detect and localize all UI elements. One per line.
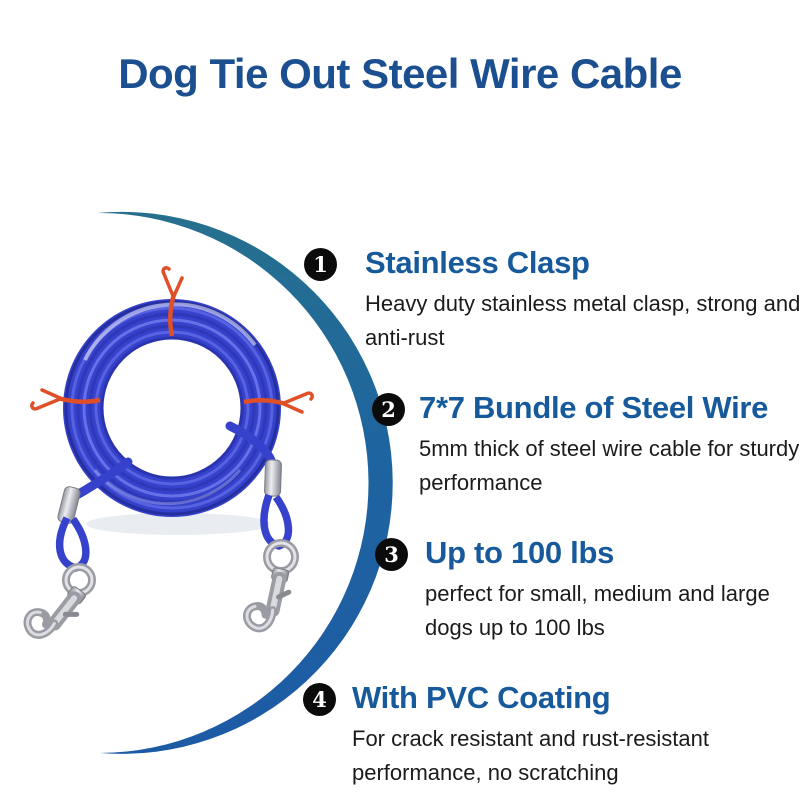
feature-number-badge: 2 — [372, 393, 405, 426]
feature-heading: 7*7 Bundle of Steel Wire — [419, 390, 769, 425]
feature-text — [425, 535, 770, 645]
feature-description-line: anti-rust — [365, 325, 445, 350]
ferrule-right — [264, 460, 281, 497]
feature-steel-wire-bundle — [372, 390, 799, 500]
cable-loop-left — [60, 518, 86, 568]
product-photo — [22, 268, 312, 648]
feature-text — [419, 390, 799, 500]
feature-heading: Up to 100 lbs — [425, 535, 615, 570]
feature-weight-capacity — [375, 535, 770, 645]
feature-number-badge: 3 — [375, 538, 408, 571]
feature-description-line: performance — [419, 470, 543, 495]
feature-stainless-clasp — [304, 245, 800, 355]
feature-pvc-coating — [303, 680, 709, 790]
feature-heading: Stainless Clasp — [365, 245, 590, 280]
feature-text — [352, 680, 709, 790]
feature-number-badge: 1 — [304, 248, 337, 281]
feature-text — [365, 245, 800, 355]
page-title: Dog Tie Out Steel Wire Cable — [118, 50, 682, 97]
feature-description-line: dogs up to 100 lbs — [425, 615, 605, 640]
ferrule-left — [57, 486, 81, 525]
feature-description-line: For crack resistant and rust-resistant — [352, 726, 710, 751]
feature-description-line: 5mm thick of steel wire cable for sturdy — [419, 436, 800, 461]
feature-description-line: Heavy duty stainless metal clasp, strong and — [365, 291, 800, 316]
feature-number-badge: 4 — [303, 683, 336, 716]
feature-heading: With PVC Coating — [352, 680, 611, 715]
feature-description-line: performance, no scratching — [352, 760, 619, 785]
cable-loop-right — [264, 495, 288, 546]
feature-description-line: perfect for small, medium and large — [425, 581, 770, 606]
snap-hook-right — [245, 564, 293, 633]
snap-hook-left — [22, 576, 89, 648]
